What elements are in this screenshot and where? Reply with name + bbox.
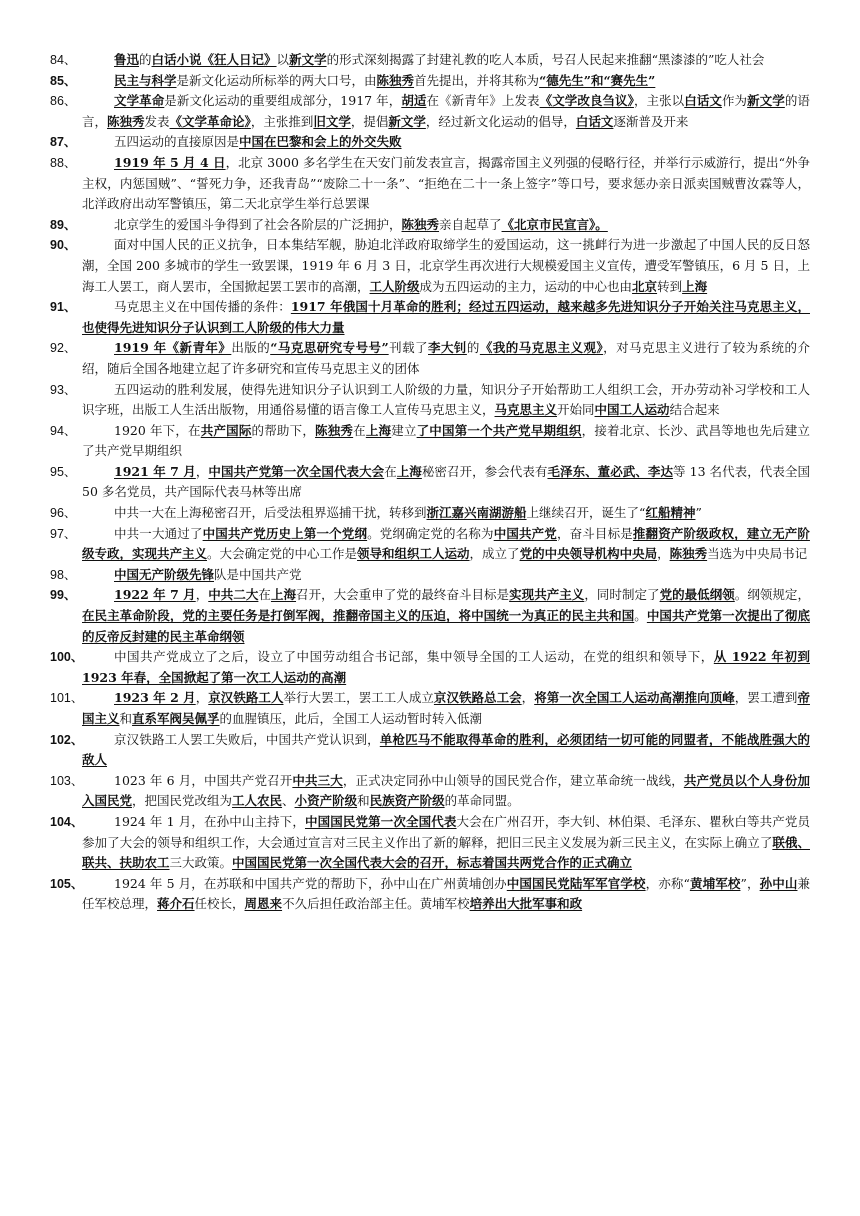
text-segment: 等 13 名代表，代表全国 50 多名党员，共产国际代表马林等出席 (82, 463, 810, 500)
text-segment: 结合起来 (669, 402, 720, 418)
item-number: 97、 (50, 526, 77, 541)
key-term: 上海 (270, 587, 297, 603)
key-term: 培养出大批军事和政 (469, 896, 583, 912)
key-term: 1919 年《新青年》 (114, 340, 232, 356)
key-term: 《北京市民宣言》。 (501, 216, 608, 232)
item-number: 101、 (50, 691, 84, 706)
text-segment: 的语言， (82, 93, 810, 129)
key-term: 直系军阀吴佩孚 (132, 711, 220, 726)
key-term: 工人阶级 (369, 278, 420, 294)
text-segment: 的帮助下， (251, 422, 316, 438)
text-segment: 发表 (144, 113, 170, 129)
text-segment: 不久后担任政治部主任。黄埔军校 (282, 896, 470, 912)
item-text (82, 91, 810, 132)
key-term: 领导和组织工人运动 (357, 546, 470, 562)
list-item (50, 503, 810, 524)
text-segment: ，主张推到 (250, 113, 314, 129)
item-number: 96、 (50, 506, 77, 521)
key-term: 了中国第一个共产党早期组织 (416, 422, 582, 438)
list-item (50, 297, 810, 338)
key-term: 中国共产党历史上第一个党纲 (202, 525, 368, 541)
item-number: 87、 (50, 135, 77, 150)
key-term: 联俄、联共、扶助农工 (82, 834, 810, 871)
item-number: 85、 (50, 73, 77, 88)
text-segment: ，成立了 (469, 546, 520, 562)
item-text (82, 421, 810, 462)
key-term: 浙江嘉兴南湖游船 (426, 505, 527, 521)
key-term: 中国在巴黎和会上的外交失败 (239, 134, 402, 150)
key-term: 陈独秀 (376, 72, 415, 88)
item-number: 84、 (50, 53, 77, 67)
text-segment: 。纲领规定， (734, 587, 810, 603)
item-text (82, 50, 810, 71)
key-term: 帝国主义 (82, 690, 810, 726)
item-text (82, 153, 810, 215)
item-text (82, 585, 810, 647)
text-segment: ，对马克思主义进行了较为系统的介绍，随后全国各地建立起了许多研究和宣传马克思主义的团体 (82, 340, 810, 376)
text-segment: 当选为中央局书记 (707, 546, 808, 562)
text-segment: 1920 年下，在 (114, 422, 201, 438)
key-term: 1917 年俄国十月革命的胜利；经过五四运动，越来越多先进知识分子开始关注马克思主义，也使得先进知识分子认识到工人阶级的伟大力量 (82, 299, 810, 335)
list-item (50, 132, 810, 153)
text-segment: 1924 年 1 月，在孙中山主持下， (114, 813, 305, 829)
list-item (50, 338, 810, 379)
key-term: 白话文 (684, 93, 722, 109)
key-term: 将第一次全国工人运动高潮推向顶峰 (534, 690, 735, 706)
item-text (82, 730, 810, 771)
key-term: 中共二大 (208, 587, 259, 603)
text-segment: ，主张以 (633, 93, 685, 109)
key-term: 中共三大 (292, 772, 343, 788)
list-item (50, 812, 810, 874)
item-number: 99、 (50, 588, 77, 603)
item-number: 105、 (50, 876, 84, 891)
key-term: 中国无产阶级先锋 (114, 566, 215, 582)
text-segment: 开始同 (557, 402, 595, 418)
text-segment: 秘密召开，参会代表有 (421, 463, 548, 479)
text-segment: 成为五四运动的主力，运动的中心也由 (419, 278, 633, 294)
text-segment: 首先提出，并将其称为 (414, 72, 540, 88)
text-segment: 的 (466, 340, 480, 356)
item-number: 86、 (50, 94, 77, 109)
key-term: 中国国民党第一次全国代表 (304, 813, 457, 829)
list-item (50, 771, 810, 812)
text-segment: 马克思主义在中国传播的条件： (114, 299, 291, 315)
text-segment: 在 (353, 422, 366, 438)
text-segment: 、 (282, 793, 295, 809)
text-segment: 的形式深刻揭露了封建礼教的吃人本质，号召人民起来推翻“黑漆漆的”吃人社会 (326, 52, 765, 67)
item-number: 89、 (50, 217, 77, 232)
key-term: 京汉铁路工人 (208, 690, 284, 706)
key-term: 蒋介石 (157, 896, 195, 912)
key-term: 共产党员以个人身份加入国民党 (82, 772, 810, 809)
text-segment: 1924 年 5 月，在苏联和中国共产党的帮助下，孙中山在广州黄埔创办 (114, 875, 507, 891)
text-segment: 1023 年 6 月，中国共产党召开 (114, 772, 293, 788)
text-segment: ， (657, 546, 670, 562)
item-number: 98、 (50, 567, 77, 582)
text-segment: 是新文化运动所标举的两大口号，由 (176, 72, 377, 88)
text-segment: 任校长， (194, 896, 245, 912)
key-term: 民主与科学 (114, 72, 177, 88)
text-segment: 队是中国共产党 (214, 566, 302, 582)
text-segment: ， (195, 690, 209, 706)
item-text (82, 688, 810, 729)
item-text (82, 503, 810, 524)
text-segment: 。大会确定党的中心工作是 (207, 546, 358, 562)
text-segment: ，经过新文化运动的倡导， (425, 113, 576, 129)
key-term: 《文学革命论》 (169, 113, 251, 129)
item-number: 95、 (50, 464, 77, 479)
text-segment: 三大政策。 (169, 855, 233, 871)
key-term: 中国共产党 (493, 525, 557, 541)
text-segment: 的血腥镇压，此后，全国工人运动暂时转入低潮 (219, 711, 483, 726)
key-term: 孙中山 (759, 875, 798, 891)
text-segment: 面对中国人民的正义抗争，日本集结军舰，胁迫北洋政府取缔学生的爱国运动，这一挑衅行为进一步激起了中国人民的反日怒潮，全国 200 多城市的学生一致罢课，1919 年 6 月 3 日，北京学生再次进行大规模爱国主义宣传，遭受军警镇压，6 月 5 日，上海工人罢工，商人罢市，全国掀起罢工罢市的高潮， (82, 237, 810, 294)
text-segment: ， (195, 587, 209, 603)
item-text (82, 297, 810, 338)
item-text (82, 338, 810, 379)
item-text (82, 874, 810, 915)
key-term: 陈独秀 (315, 422, 354, 438)
text-segment: ，提倡 (350, 113, 389, 129)
text-segment: ，把国民党改组为 (132, 793, 233, 809)
key-term: 小资产阶级 (294, 793, 358, 809)
key-term: 旧文学 (313, 113, 351, 129)
text-segment: 在 (258, 587, 271, 603)
list-item (50, 421, 810, 462)
item-text (82, 565, 810, 586)
key-term: 周恩来 (244, 896, 283, 912)
key-term: 党的最低纲领 (659, 587, 735, 603)
key-term: 北京 (632, 278, 658, 294)
key-term: 中国共产党第一次全国代表大会 (208, 463, 385, 479)
text-segment: 以 (276, 52, 290, 67)
key-term: 中国国民党陆军军官学校 (506, 875, 646, 891)
text-segment: 举行大罢工，罢工工人成立 (283, 690, 434, 706)
list-item (50, 874, 810, 915)
item-number: 91、 (50, 300, 77, 315)
key-term: 新文学 (289, 52, 327, 67)
key-term: 白话小说《狂人日记》 (151, 52, 277, 67)
text-segment: 逐渐普及开来 (613, 113, 689, 129)
key-term: 京汉铁路总工会 (433, 690, 522, 706)
list-item (50, 462, 810, 503)
key-term: 工人农民 (232, 793, 283, 809)
item-number: 88、 (50, 155, 77, 170)
key-term: 白话文 (575, 113, 614, 129)
list-item (50, 380, 810, 421)
key-term: 上海 (682, 278, 708, 294)
text-segment: 建立 (391, 422, 417, 438)
key-term: 上海 (396, 463, 422, 479)
list-item (50, 585, 810, 647)
item-text (82, 647, 810, 688)
list-item (50, 524, 810, 565)
text-segment: ，接着北京、长沙、武昌等地也先后建立了共产党早期组织 (82, 422, 810, 459)
text-segment: 。党纲确定党的名称为 (367, 525, 494, 541)
text-segment: 中国共产党成立了之后，设立了中国劳动组合书记部，集中领导全国的工人运动，在党的组织和领导下， (114, 649, 714, 665)
item-text (82, 380, 810, 421)
text-segment: 和 (119, 711, 133, 726)
key-term: 陈独秀 (107, 113, 145, 129)
key-term: 马克思主义 (494, 402, 558, 418)
text-segment: 兼任军校总理， (82, 875, 810, 912)
text-segment: ”， (740, 875, 760, 891)
text-segment: 五四运动的直接原因是 (114, 134, 240, 150)
key-term: 毛泽东、董必武、李达 (547, 463, 674, 479)
text-segment: 的 (139, 52, 152, 67)
key-term: 党的中央领导机构中央局 (519, 546, 658, 562)
list-item (50, 730, 810, 771)
list-item (50, 50, 810, 71)
key-term: 实现共产主义 (509, 587, 585, 603)
text-segment: ， (521, 690, 535, 706)
text-segment: ，正式决定同孙中山领导的国民党合作，建立革命统一战线， (342, 772, 684, 788)
text-segment: 中共一大在上海秘密召开，后受法租界巡捕干扰，转移到 (114, 505, 427, 521)
text-segment: ，亦称“ (645, 875, 690, 891)
text-segment: 作为 (721, 93, 748, 109)
item-text (82, 771, 810, 812)
text-segment: 出版的 (231, 340, 271, 356)
text-segment: 五四运动的胜利发展，使得先进知识分子认识到工人阶级的力量，知识分子开始帮助工人组织工会，开办劳动补习学校和工人识字班，出版工人生活出版物，用通俗易懂的语言像工人宣传马克思主义， (82, 381, 810, 418)
text-segment: ，同时制定了 (584, 587, 660, 603)
item-text (82, 132, 810, 153)
item-number: 90、 (50, 238, 77, 253)
text-segment: ，奋斗目标是 (556, 525, 633, 541)
text-segment: ” (695, 505, 702, 521)
text-segment: 是新文化运动的重要组成部分，1917 年， (164, 93, 402, 109)
text-segment: 京汉铁路工人罢工失败后，中国共产党认识到， (114, 731, 380, 747)
text-segment: 大会在广州召开，李大钊、林伯渠、毛泽东、瞿秋白等共产党员参加了大会的领导和组织工作，大会通过宣言对三民主义作出了新的解释，把旧三民主义发展为新三民主义，在实际上确立了 (82, 813, 810, 850)
item-number: 103、 (50, 773, 84, 788)
key-term: 黄埔军校 (689, 875, 741, 891)
key-term: 上海 (365, 422, 392, 438)
item-number: 93、 (50, 382, 77, 397)
key-term: 红船精神 (645, 505, 696, 521)
list-item (50, 647, 810, 688)
key-term: 《文学改良刍议》 (539, 93, 634, 109)
key-term: 在民主革命阶段，党的主要任务是打倒军阀，推翻帝国主义的压迫，将中国统一为真正的民主共和国 (82, 608, 635, 624)
item-text (82, 812, 810, 874)
list-item (50, 565, 810, 586)
list-item (50, 153, 810, 215)
text-segment: 在 (384, 463, 397, 479)
key-term: 《我的马克思主义观》 (479, 340, 604, 356)
item-number: 94、 (50, 423, 77, 438)
text-segment: 北京学生的爱国斗争得到了社会各阶层的广泛拥护， (114, 216, 402, 232)
text-segment: ，北京 3000 多名学生在天安门前发表宣言，揭露帝国主义列强的侵略行径，并举行示威游行，提出“外争主权，内惩国贼”、“誓死力争，还我青岛”“废除二十一条”、“拒绝在二十一条上签字”等口号，要求惩办亲日派卖国贼曹汝霖等人，北洋政府出动军警镇压，第二天北京学生举行总罢课 (82, 154, 811, 212)
item-text (82, 524, 810, 565)
text-segment: 的革命同盟。 (444, 793, 520, 809)
list-item (50, 688, 810, 729)
key-term: 新文学 (388, 113, 426, 129)
key-term: 中国工人运动 (594, 402, 670, 418)
text-segment: 上继续召开，诞生了“ (526, 505, 646, 521)
key-term: 鲁迅 (114, 52, 140, 67)
text-segment: ， (195, 463, 209, 479)
item-text (82, 462, 810, 503)
text-segment: 中共一大通过了 (114, 525, 203, 541)
key-term: 民族资产阶级 (369, 793, 445, 809)
item-number: 100、 (50, 650, 84, 665)
key-term: 1922 年 7 月 (114, 587, 196, 603)
text-segment: ，罢工遭到 (734, 690, 798, 706)
key-term: 共产国际 (200, 422, 252, 438)
key-term: 文学革命 (114, 93, 165, 109)
list-item (50, 71, 810, 92)
key-term: 陈独秀 (669, 546, 708, 562)
text-segment: 召开，大会重申了党的最终奋斗目标是 (296, 587, 510, 603)
key-term: 胡适 (401, 93, 427, 109)
key-term: 1923 年 2 月 (114, 690, 196, 706)
key-term: 李大钊 (428, 340, 467, 356)
key-term: 单枪匹马不能取得革命的胜利，必须团结一切可能的同盟者，不能战胜强大的敌人 (82, 731, 810, 768)
numbered-list (50, 50, 810, 915)
key-term: 1919 年 5 月 4 日 (114, 154, 226, 170)
item-text (82, 71, 810, 92)
text-segment: 在《新青年》上发表 (426, 93, 540, 109)
key-term: “德先生”和“赛先生” (539, 72, 656, 88)
text-segment: 和 (357, 793, 370, 809)
item-number: 104、 (50, 814, 84, 829)
key-term: 推翻资产阶级政权，建立无产阶级专政，实现共产主义 (82, 525, 810, 562)
text-segment: 亲自起草了 (439, 216, 502, 232)
text-segment: 刊载了 (388, 340, 428, 356)
key-term: 新文学 (747, 93, 785, 109)
key-term: 从 1922 年初到 1923 年春，全国掀起了第一次工人运动的高潮 (82, 649, 810, 685)
list-item (50, 91, 810, 132)
item-number: 102、 (50, 732, 84, 747)
list-item (50, 215, 810, 236)
key-term: 1921 年 7 月 (114, 463, 196, 479)
key-term: 中国国民党第一次全国代表大会的召开，标志着国共两党合作的正式确立 (232, 855, 633, 871)
item-text (82, 215, 810, 236)
text-segment: 。 (634, 608, 647, 624)
key-term: “马克思研究专号号” (270, 340, 389, 356)
list-item (50, 235, 810, 297)
text-segment: 转到 (657, 278, 683, 294)
key-term: 中国共产党第一次提出了彻底的反帝反封建的民主革命纲领 (82, 608, 810, 644)
item-number: 92、 (50, 341, 77, 356)
item-text (82, 235, 810, 297)
key-term: 陈独秀 (401, 216, 440, 232)
